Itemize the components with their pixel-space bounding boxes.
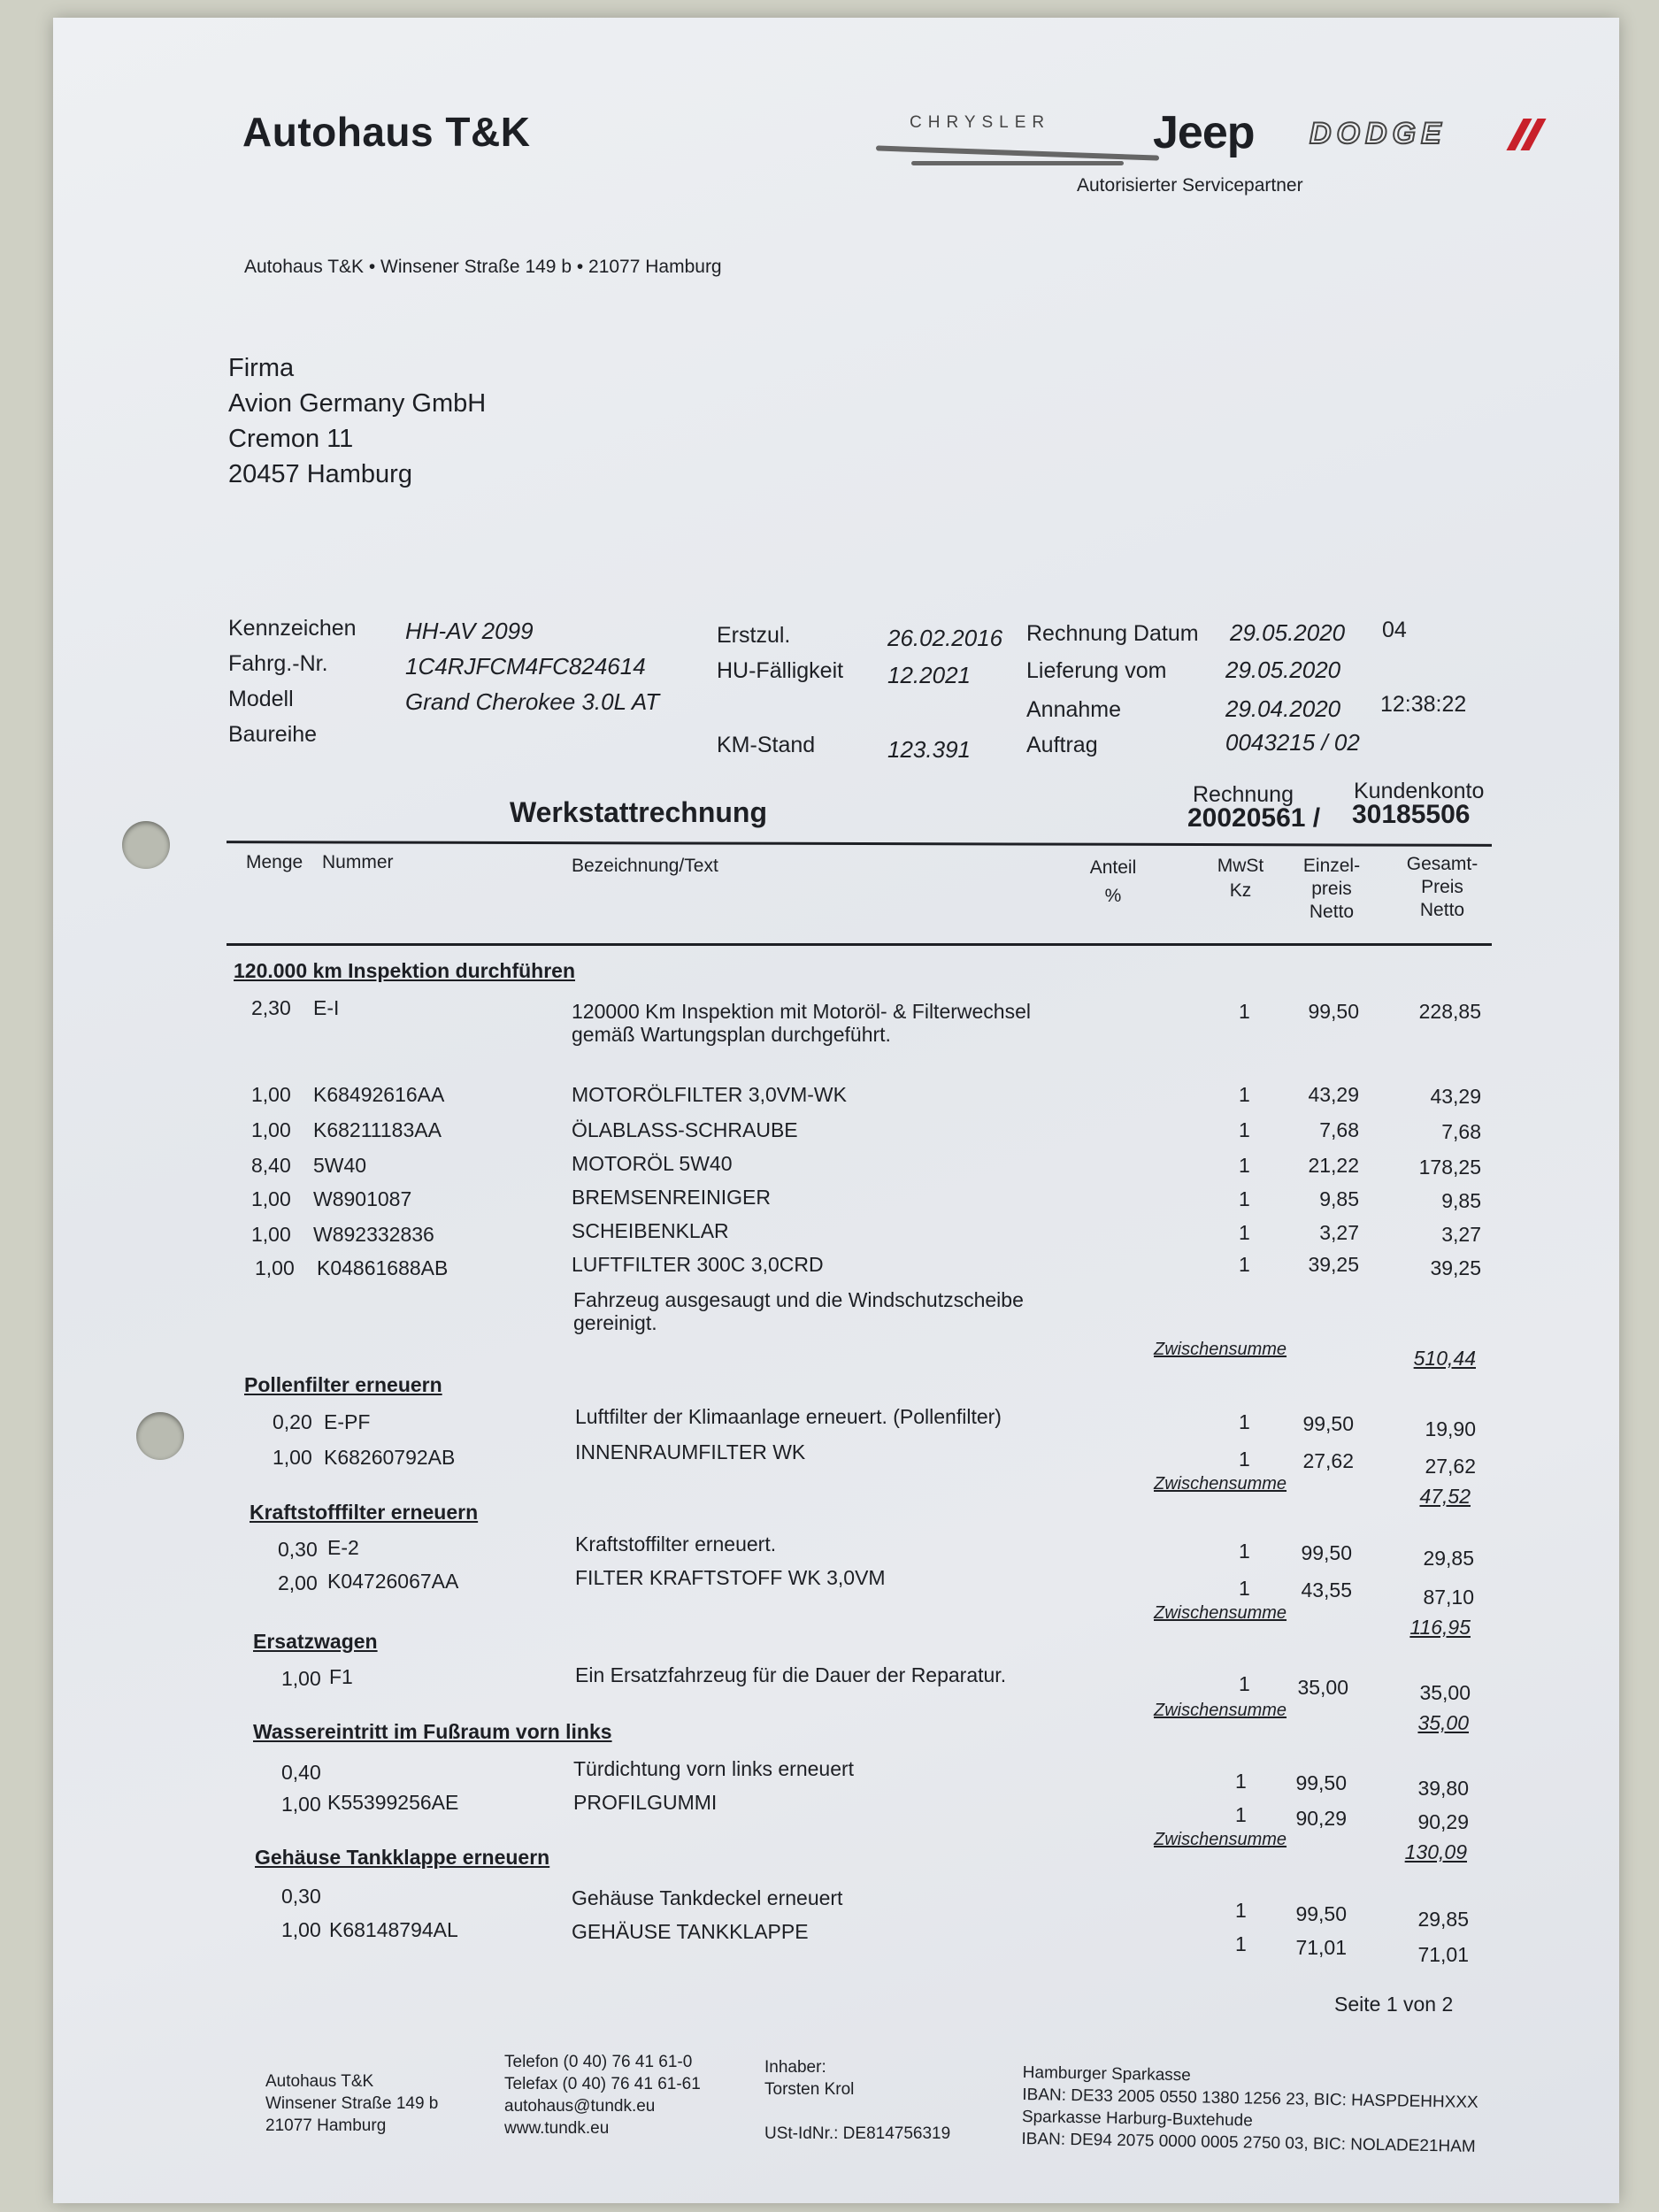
annahme-value: 29.04.2020: [1225, 695, 1341, 722]
row-unit-price: 43,55: [1301, 1578, 1352, 1601]
row-number: K68260792AB: [324, 1446, 456, 1469]
section-title: Gehäuse Tankklappe erneuern: [255, 1846, 550, 1869]
fahrg-label: Fahrg.-Nr.: [228, 651, 328, 676]
col-menge: Menge: [246, 852, 303, 872]
row-unit-price: 99,50: [1295, 1902, 1347, 1925]
row-total: 87,10: [1423, 1586, 1474, 1609]
row-number: K04861688AB: [317, 1256, 449, 1279]
row-description: Türdichtung vorn links erneuert: [573, 1757, 855, 1780]
rechnung-datum-label: Rechnung Datum: [1026, 621, 1199, 646]
section-title: Ersatzwagen: [253, 1630, 378, 1653]
row-number: E-I: [313, 996, 340, 1019]
row-qty: 0,40: [281, 1761, 321, 1784]
row-total: 39,80: [1417, 1777, 1469, 1800]
page-number: Seite 1 von 2: [1334, 1993, 1454, 2016]
subtotal-value: 47,52: [1419, 1485, 1471, 1508]
row-description: PROFILGUMMI: [573, 1791, 718, 1814]
row-qty: 2,30: [251, 996, 291, 1019]
row-kz: 1: [1239, 1448, 1250, 1471]
row-total: 43,29: [1430, 1085, 1481, 1108]
section-title: Kraftstofffilter erneuern: [250, 1501, 479, 1524]
row-qty: 1,00: [281, 1918, 321, 1941]
row-number: 5W40: [313, 1154, 367, 1177]
row-kz: 1: [1239, 1154, 1250, 1177]
section-title: 120.000 km Inspektion durchführen: [234, 959, 576, 982]
kundenkonto-number: 30185506: [1352, 800, 1471, 829]
subtotal-label: Zwischensumme: [1154, 1830, 1287, 1849]
row-number: E-2: [327, 1536, 359, 1559]
col-bezeichnung: Bezeichnung/Text: [572, 856, 718, 876]
km-value: 123.391: [887, 736, 971, 763]
row-kz: 1: [1239, 1577, 1250, 1600]
row-unit-price: 21,22: [1308, 1154, 1359, 1177]
fahrg-value: 1C4RJFCM4FC824614: [405, 653, 646, 680]
row-unit-price: 39,25: [1308, 1253, 1359, 1276]
subtotal-value: 116,95: [1409, 1616, 1471, 1639]
row-description: 120000 Km Inspektion mit Motoröl- & Filterwechsel gemäß Wartungsplan durchgeführt.: [572, 1000, 1031, 1046]
jeep-logo: Jeep: [1153, 107, 1255, 158]
row-total: 3,27: [1441, 1223, 1481, 1246]
row-number: K04726067AA: [327, 1570, 459, 1593]
subtotal-label: Zwischensumme: [1154, 1603, 1287, 1623]
punch-hole: [136, 1412, 184, 1460]
lieferung-label: Lieferung vom: [1026, 658, 1167, 683]
row-qty: 8,40: [251, 1154, 291, 1177]
kundenkonto-label: Kundenkonto: [1354, 779, 1485, 803]
chrysler-logo: [876, 113, 1159, 175]
row-number: K68211183AA: [313, 1118, 442, 1141]
row-total: 178,25: [1418, 1156, 1481, 1179]
service-partner-label: Autorisierter Servicepartner: [1077, 175, 1303, 196]
col-anteil: Anteil %: [1089, 857, 1137, 906]
row-number: K68492616AA: [313, 1083, 445, 1106]
row-unit-price: 27,62: [1302, 1449, 1354, 1472]
footer-address: Autohaus T&K Winsener Straße 149 b 21077 Hamburg: [265, 2072, 439, 2135]
subtotal-value: 35,00: [1417, 1711, 1469, 1734]
rechnung-datum-code: 04: [1382, 618, 1407, 642]
row-qty: 1,00: [251, 1083, 291, 1106]
row-description: FILTER KRAFTSTOFF WK 3,0VM: [575, 1566, 886, 1589]
row-total: 39,25: [1430, 1256, 1481, 1279]
row-description: SCHEIBENKLAR: [572, 1219, 729, 1242]
row-description: MOTORÖL 5W40: [572, 1152, 733, 1175]
subtotal-label: Zwischensumme: [1154, 1340, 1287, 1359]
dodge-logo: [1310, 115, 1548, 159]
invoice-paper: [53, 18, 1619, 2203]
row-description: MOTORÖLFILTER 3,0VM-WK: [572, 1083, 847, 1106]
rechnung-datum-value: 29.05.2020: [1230, 619, 1346, 646]
modell-value: Grand Cherokee 3.0L AT: [405, 688, 660, 715]
punch-hole: [122, 821, 170, 869]
row-total: 9,85: [1441, 1189, 1481, 1212]
footer-contact: Telefon (0 40) 76 41 61-0 Telefax (0 40) 76 41 61-61 autohaus@tundk.eu www.tundk.eu: [504, 2053, 701, 2138]
rechnung-label: Rechnung: [1193, 782, 1294, 807]
row-description: ÖLABLASS-SCHRAUBE: [572, 1118, 798, 1141]
col-nummer: Nummer: [322, 852, 394, 872]
col-einzelpreis: Einzel- preis Netto: [1302, 856, 1361, 922]
row-description: INNENRAUMFILTER WK: [575, 1440, 806, 1463]
row-kz: 1: [1239, 1187, 1250, 1210]
subtotal-value: 510,44: [1413, 1347, 1476, 1370]
recipient-address: [228, 350, 486, 492]
row-description: Gehäuse Tankdeckel erneuert: [572, 1886, 843, 1909]
row-qty: 1,00: [273, 1446, 312, 1469]
row-description: GEHÄUSE TANKKLAPPE: [572, 1920, 809, 1943]
row-kz: 1: [1239, 1253, 1250, 1276]
kennzeichen-label: Kennzeichen: [228, 616, 357, 641]
row-unit-price: 3,27: [1319, 1221, 1359, 1244]
footer-website[interactable]: www.tundk.eu: [504, 2119, 610, 2138]
row-kz: 1: [1239, 1118, 1250, 1141]
row-number: F1: [329, 1665, 353, 1688]
row-description: BREMSENREINIGER: [572, 1186, 771, 1209]
row-kz: 1: [1239, 1083, 1250, 1106]
row-kz: 1: [1235, 1932, 1247, 1955]
row-kz: 1: [1239, 1410, 1250, 1433]
row-qty: 0,20: [273, 1410, 312, 1433]
row-number: K55399256AE: [327, 1791, 459, 1814]
company-name: Autohaus T&K: [242, 109, 531, 155]
auftrag-label: Auftrag: [1026, 733, 1098, 757]
annahme-label: Annahme: [1026, 697, 1122, 722]
row-qty: 1,00: [251, 1223, 291, 1246]
row-kz: 1: [1235, 1899, 1247, 1922]
row-total: 7,68: [1441, 1120, 1481, 1143]
modell-label: Modell: [228, 687, 294, 711]
col-mwst: MwSt Kz: [1217, 856, 1264, 901]
row-number: E-PF: [324, 1410, 371, 1433]
km-label: KM-Stand: [717, 733, 816, 757]
row-kz: 1: [1235, 1803, 1247, 1826]
footer-email[interactable]: autohaus@tundk.eu: [504, 2097, 656, 2116]
sender-line: Autohaus T&K • Winsener Straße 149 b • 21077 Hamburg: [244, 257, 722, 277]
erstzul-value: 26.02.2016: [887, 625, 1003, 651]
row-unit-price: 9,85: [1319, 1187, 1359, 1210]
row-unit-price: 99,50: [1302, 1412, 1354, 1435]
row-unit-price: 71,01: [1295, 1936, 1347, 1959]
row-unit-price: 99,50: [1301, 1541, 1352, 1564]
row-total: 29,85: [1417, 1908, 1469, 1931]
subtotal-label: Zwischensumme: [1154, 1474, 1287, 1494]
col-gesamtpreis: Gesamt- Preis Netto: [1406, 854, 1479, 920]
recipient-line: Firma: [228, 354, 295, 382]
row-unit-price: 43,29: [1308, 1083, 1359, 1106]
row-qty: 2,00: [278, 1571, 318, 1594]
row-unit-price: 99,50: [1295, 1771, 1347, 1794]
row-description: LUFTFILTER 300C 3,0CRD: [572, 1253, 824, 1276]
row-number: W892332836: [313, 1223, 434, 1246]
row-unit-price: 90,29: [1295, 1807, 1347, 1830]
dodge-wordmark: DODGE: [1310, 117, 1447, 150]
row-total: 19,90: [1425, 1417, 1476, 1440]
row-unit-price: 7,68: [1319, 1118, 1359, 1141]
row-unit-price: 99,50: [1308, 1000, 1359, 1023]
recipient-line: 20457 Hamburg: [228, 460, 412, 488]
header-rule: [227, 841, 1492, 847]
row-description: Ein Ersatzfahrzeug für die Dauer der Reparatur.: [575, 1663, 1007, 1686]
row-description: Luftfilter der Klimaanlage erneuert. (Pollenfilter): [575, 1405, 1002, 1428]
row-kz: 1: [1239, 1221, 1250, 1244]
row-total: 90,29: [1417, 1810, 1469, 1833]
hu-label: HU-Fälligkeit: [717, 658, 844, 683]
row-qty: 1,00: [281, 1667, 321, 1690]
row-qty: 1,00: [255, 1256, 295, 1279]
annahme-time: 12:38:22: [1380, 692, 1467, 717]
row-kz: 1: [1239, 1540, 1250, 1563]
baureihe-label: Baureihe: [228, 722, 318, 747]
hu-value: 12.2021: [887, 662, 971, 688]
row-kz: 1: [1235, 1770, 1247, 1793]
rechnung-number: 20020561 /: [1187, 803, 1321, 833]
row-total: 29,85: [1423, 1547, 1474, 1570]
chrysler-wordmark: CHRYSLER: [910, 113, 1051, 132]
section-title: Pollenfilter erneuern: [244, 1373, 442, 1396]
table-header-rule: [227, 943, 1492, 946]
subtotal-value: 130,09: [1404, 1840, 1467, 1863]
row-kz: 1: [1239, 1672, 1250, 1695]
row-number: K68148794AL: [329, 1918, 458, 1941]
document-title: Werkstattrechnung: [510, 796, 768, 828]
footer-owner: Inhaber: Torsten Krol USt-IdNr.: DE814756319: [764, 2058, 951, 2143]
recipient-line: Cremon 11: [228, 425, 354, 453]
erstzul-label: Erstzul.: [717, 623, 791, 648]
subtotal-label: Zwischensumme: [1154, 1701, 1287, 1720]
section-title: Wassereintritt im Fußraum vorn links: [253, 1720, 612, 1743]
row-description: Fahrzeug ausgesaugt und die Windschutzscheibe gereinigt.: [573, 1288, 1024, 1334]
row-qty: 1,00: [281, 1793, 321, 1816]
lieferung-value: 29.05.2020: [1225, 657, 1341, 683]
row-qty: 0,30: [281, 1885, 321, 1908]
row-kz: 1: [1239, 1000, 1250, 1023]
kennzeichen-value: HH-AV 2099: [405, 618, 534, 644]
row-total: 228,85: [1418, 1000, 1481, 1023]
row-total: 35,00: [1419, 1681, 1471, 1704]
row-total: 71,01: [1417, 1943, 1469, 1966]
row-unit-price: 35,00: [1297, 1676, 1348, 1699]
row-qty: 1,00: [251, 1118, 291, 1141]
auftrag-value: 0043215 / 02: [1225, 729, 1360, 756]
row-qty: 0,30: [278, 1538, 318, 1561]
row-qty: 1,00: [251, 1187, 291, 1210]
row-total: 27,62: [1425, 1455, 1476, 1478]
row-description: Kraftstoffilter erneuert.: [575, 1532, 777, 1555]
recipient-line: Avion Germany GmbH: [228, 389, 487, 418]
footer-bank: Hamburger Sparkasse IBAN: DE33 2005 0550 1380 1256 23, BIC: HASPDEHHXXX Sparkasse Harburg-Buxtehude IBAN: DE94 2075 0000 0005 2750 03, BIC: NOLADE21HAM: [1021, 2062, 1479, 2156]
row-number: W8901087: [313, 1187, 412, 1210]
